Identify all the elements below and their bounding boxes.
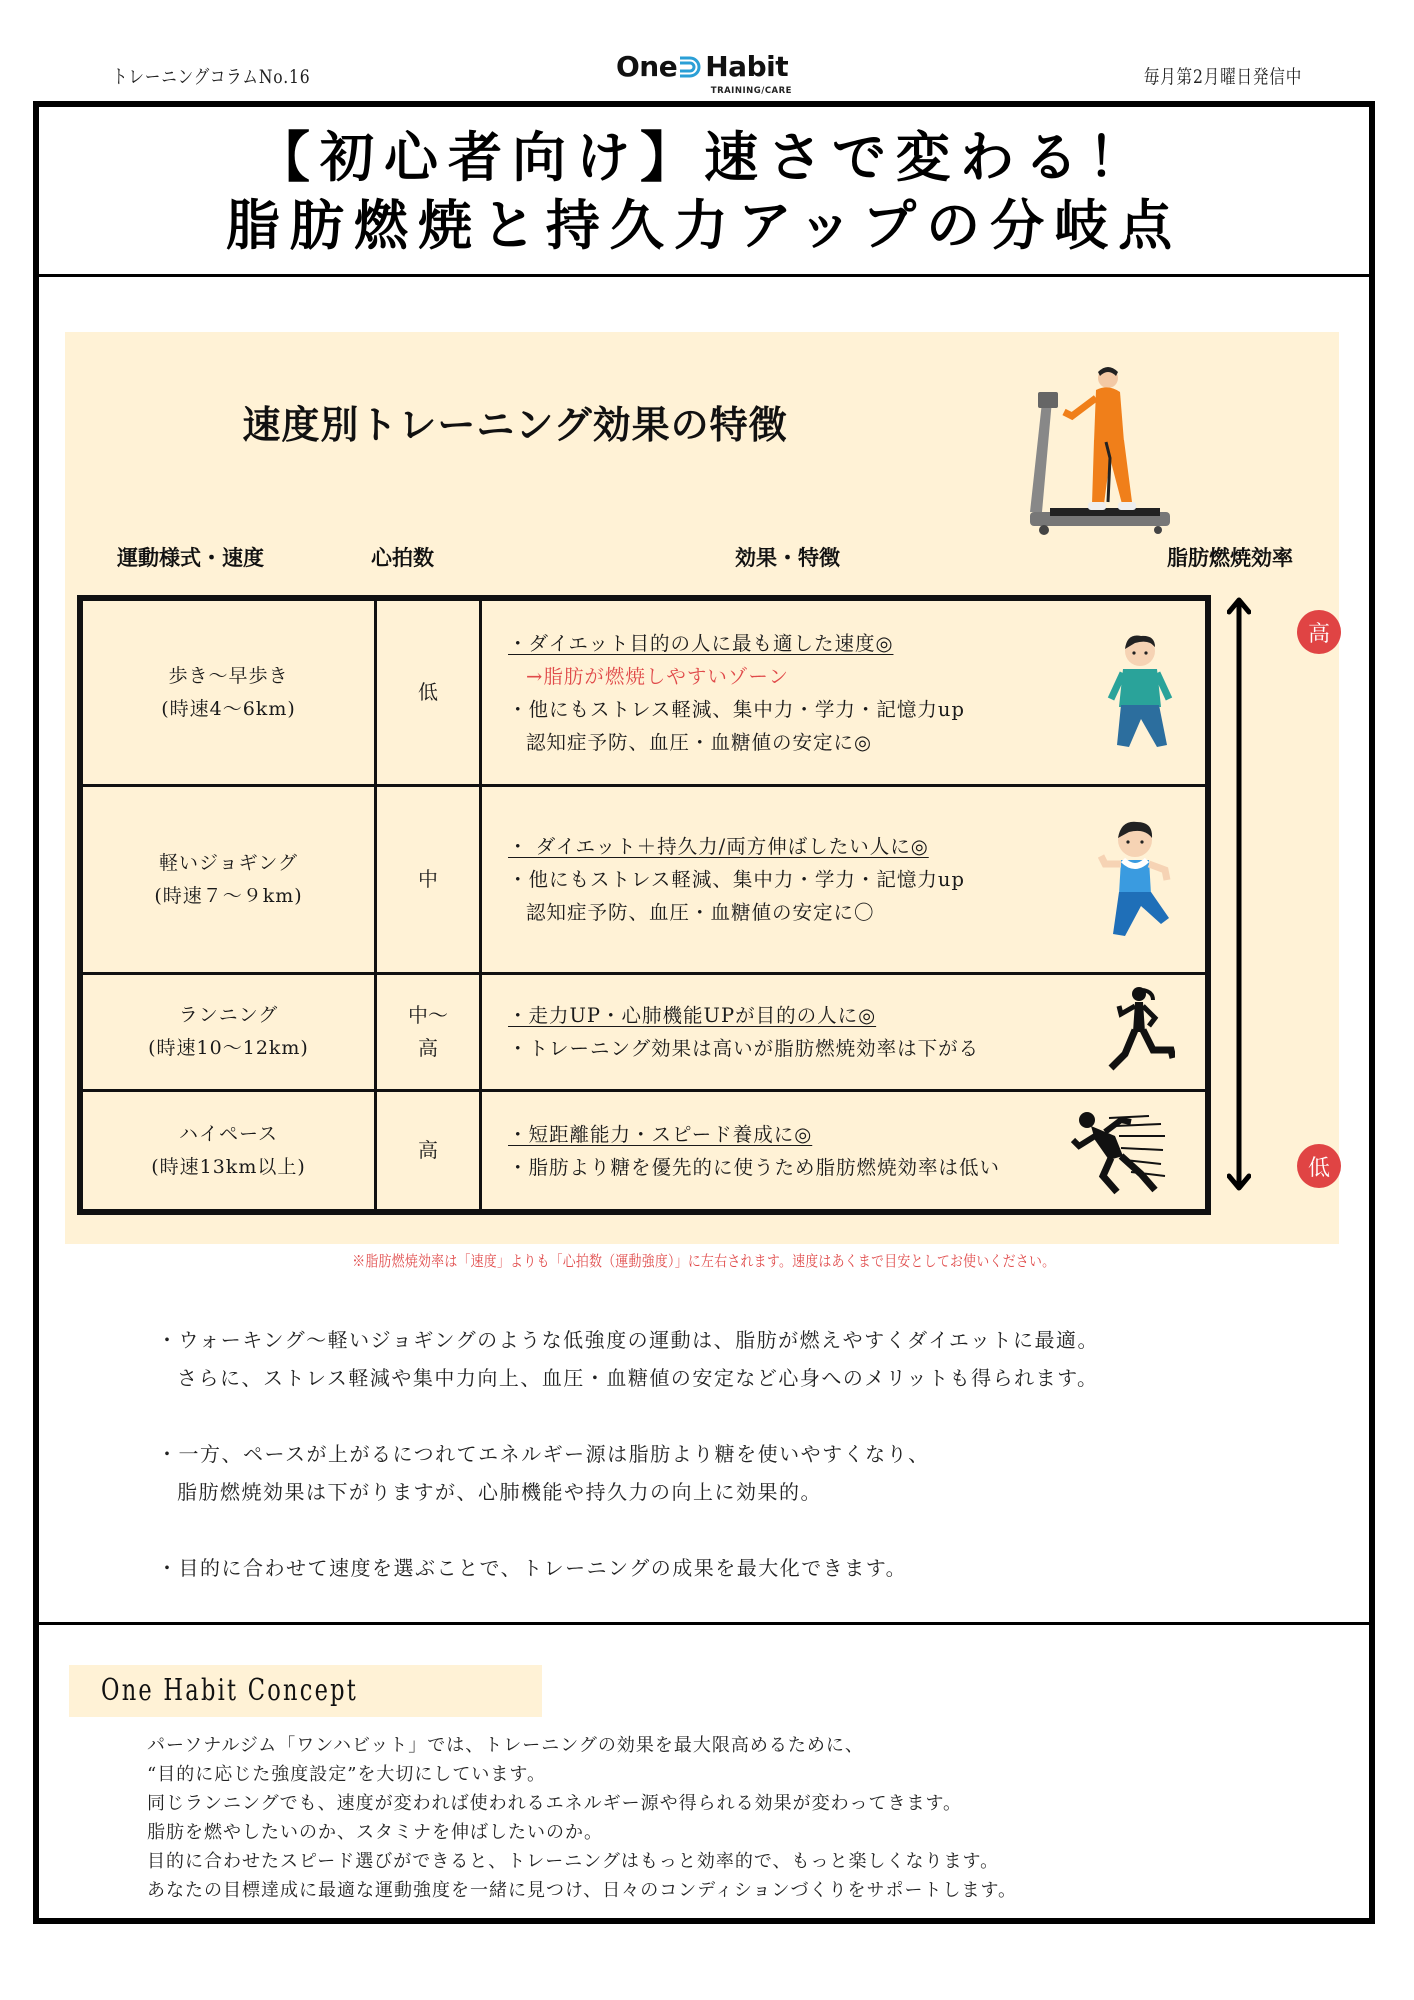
summary-line: ・一方、ペースが上がるにつれてエネルギー源は脂肪より糖を使いやすくなり、 (157, 1442, 930, 1466)
effect-line: ・トレーニング効果は高いが脂肪燃焼効率は下がる (508, 1037, 980, 1060)
effect-line: ・脂肪より糖を優先的に使うため脂肪燃焼効率は低い (508, 1155, 1001, 1179)
effect-line: 認知症予防、血圧・血糖値の安定に〇 (526, 901, 875, 924)
heart-rate-cell (376, 1091, 481, 1211)
mode-label: 歩き〜早歩き (168, 664, 289, 687)
effects-cell (481, 974, 1207, 1091)
panel-title: 速度別トレーニング効果の特徴 (242, 403, 788, 447)
heart-rate-value: 低 (418, 680, 438, 704)
heart-rate-cell (376, 786, 481, 974)
speed-effects-panel (65, 332, 1339, 1244)
effect-line: ・走力UP・心肺機能UPが目的の人に◎ (508, 1004, 877, 1027)
summary-bullets (157, 1321, 1099, 1625)
effects-cell (481, 786, 1207, 974)
summary-bullet (157, 1435, 1099, 1511)
heart-rate-cell (376, 974, 481, 1091)
effect-line: ・短距離能力・スピード養成に◎ (508, 1122, 813, 1146)
concept-line: あなたの目標達成に最適な運動強度を一緒に見つけ、日々のコンディションづくりをサポートします。 (147, 1880, 1018, 1901)
table-row (82, 786, 1207, 974)
table-row (82, 974, 1207, 1091)
heart-rate-value-line2: 高 (418, 1036, 438, 1060)
summary-line: ・目的に合わせて速度を選ぶことで、トレーニングの成果を最大化できます。 (157, 1556, 908, 1580)
summary-bullet (157, 1321, 1099, 1397)
heart-rate-value: 中 (418, 867, 438, 891)
effect-line: ・ダイエット目的の人に最も適した速度◎ (508, 631, 894, 655)
effects-cell (481, 1091, 1207, 1211)
header-fat-burn-efficiency: 脂肪燃焼効率 (1167, 546, 1293, 570)
sprinter-silhouette-icon (1065, 1106, 1175, 1196)
efficiency-low-badge: 低 (1297, 1144, 1341, 1188)
title-block (39, 107, 1369, 277)
jogging-person-icon (1095, 820, 1175, 940)
mode-cell (82, 974, 376, 1091)
concept-heading: One Habit Concept (101, 1673, 359, 1708)
treadmill-runner-icon (1020, 362, 1180, 542)
mode-cell (82, 1091, 376, 1211)
header-effects: 効果・特徴 (735, 546, 840, 570)
effect-line: ・ ダイエット＋持久力/両方伸ばしたい人に◎ (508, 835, 929, 858)
heart-rate-value-line1: 中〜 (408, 1003, 448, 1027)
effect-line: ・他にもストレス軽減、集中力・学力・記憶力up (508, 868, 965, 891)
publish-schedule: 毎月第2月曜日発信中 (1143, 66, 1302, 88)
onehabit-logo (616, 52, 806, 98)
logo-subtitle: TRAINING/CARE (710, 86, 792, 96)
header-mode-speed: 運動様式・速度 (117, 546, 264, 570)
concept-heading-box (69, 1665, 542, 1717)
section-divider (39, 1622, 1369, 1625)
effects-cell (481, 600, 1207, 786)
concept-paragraph (147, 1731, 1017, 1905)
speed-label: (時速10〜12km) (148, 1037, 309, 1059)
header-heart-rate: 心拍数 (371, 546, 434, 570)
disclaimer-note (39, 1250, 1369, 1271)
effect-line: ・他にもストレス軽減、集中力・学力・記憶力up (508, 697, 965, 721)
walking-person-icon (1105, 633, 1175, 753)
heart-rate-cell (376, 600, 481, 786)
heart-rate-value: 高 (418, 1138, 438, 1162)
runner-silhouette-icon (1103, 984, 1175, 1080)
concept-line: パーソナルジム「ワンハビット」では、トレーニングの効果を最大限高めるために、 (147, 1735, 864, 1756)
double-arrow-icon (1227, 594, 1251, 1194)
effect-line-highlight: →脂肪が燃焼しやすいゾーン (526, 664, 789, 688)
page-title-line2: 脂肪燃焼と持久力アップの分岐点 (225, 192, 1183, 257)
summary-line: ・ウォーキング〜軽いジョギングのような低強度の運動は、脂肪が燃えやすくダイエットに最適。 (157, 1328, 1099, 1352)
concept-line: 同じランニングでも、速度が変われば使われるエネルギー源や得られる効果が変わってきます。 (147, 1793, 963, 1814)
summary-line: 脂肪燃焼効果は下がりますが、心肺機能や持久力の向上に効果的。 (177, 1480, 822, 1504)
table-row (82, 1091, 1207, 1211)
efficiency-high-badge: 高 (1297, 610, 1341, 654)
mode-cell (82, 786, 376, 974)
concept-line: “目的に応じた強度設定”を大切にしています。 (147, 1764, 546, 1785)
mode-label: ハイペース (178, 1122, 279, 1145)
summary-bullet (157, 1549, 1099, 1587)
mode-label: 軽いジョギング (158, 851, 299, 874)
speed-label: (時速13km以上) (151, 1155, 306, 1178)
summary-line: さらに、ストレス軽減や集中力向上、血圧・血糖値の安定など心身へのメリットも得られます。 (177, 1366, 1099, 1390)
concept-line: 目的に合わせたスピード選びができると、トレーニングはもっと効率的で、もっと楽しくなります。 (147, 1851, 1000, 1872)
concept-line: 脂肪を燃やしたいのか、スタミナを伸ばしたいのか。 (147, 1822, 603, 1843)
mode-cell (82, 600, 376, 786)
effect-line: 認知症予防、血圧・血糖値の安定に◎ (526, 730, 873, 754)
logo-text-one: One (616, 50, 678, 83)
page-frame (33, 101, 1375, 1924)
logo-wave-icon (678, 54, 704, 80)
speed-effects-table (77, 595, 1211, 1215)
page-title-line1: 【初心者向け】速さで変わる！ (256, 124, 1152, 189)
speed-label: (時速７〜９km) (154, 884, 303, 907)
mode-label: ランニング (178, 1004, 279, 1026)
disclaimer-text: ※脂肪燃焼効率は「速度」よりも「心拍数（運動強度）」に左右されます。速度はあくまで目安としてお使いください。 (352, 1252, 1056, 1270)
speed-label: (時速4〜6km) (161, 697, 296, 720)
fat-burn-efficiency-axis (1227, 594, 1267, 1194)
column-number-label: トレーニングコラムNo.16 (112, 66, 311, 88)
table-row (82, 600, 1207, 786)
logo-text-habit: Habit (705, 50, 789, 83)
